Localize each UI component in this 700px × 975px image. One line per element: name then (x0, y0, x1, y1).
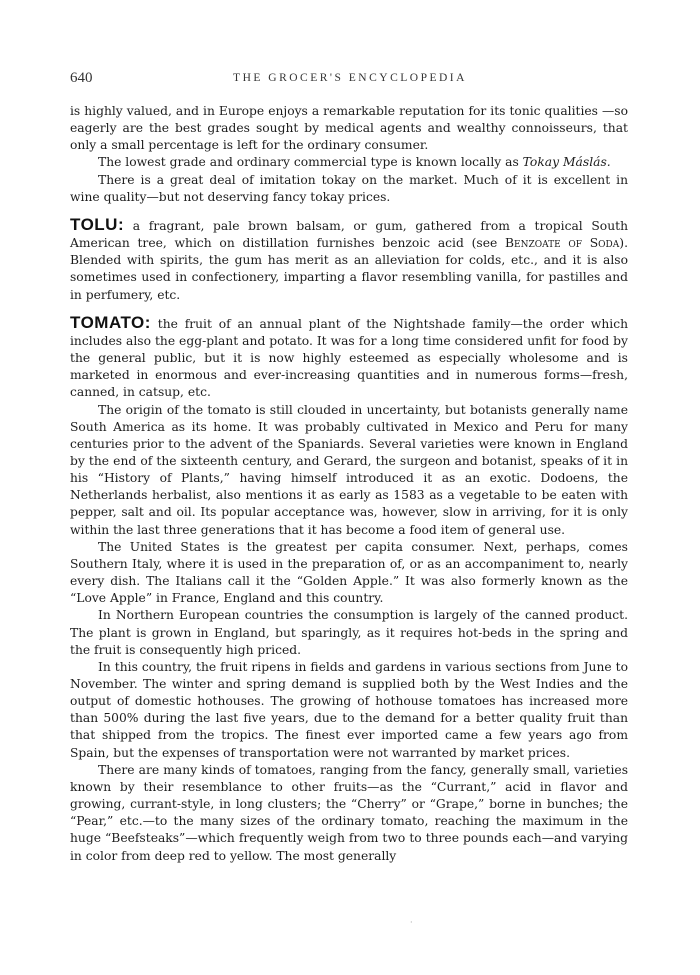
tokay-grade-paragraph (70, 154, 628, 171)
running-title: THE GROCER'S ENCYCLOPEDIA (233, 72, 467, 84)
body-text (70, 103, 628, 865)
page-header (70, 70, 630, 92)
tomato-entry (70, 314, 628, 402)
tolu-entry (70, 216, 628, 304)
tokay-grade-text: The lowest grade and ordinary commercial type is known locally as (98, 155, 523, 170)
tokay-imitation-paragraph: There is a great deal of imitation tokay on the market. Much of it is excellent in wine quality—but not deserving fancy tokay prices. (70, 172, 628, 204)
tomato-definition: the fruit of an annual plant of the Nightshade family—the order which includes also the egg-plant and potato. It was for a long time considered unfit for food by the general public, but it is now highly esteemed as especially wholesome and is marketed in enormous and ever-increasing quantities and in numerous forms—fresh, canned, in catsup, etc. (70, 316, 628, 400)
tolu-text-a: a fragrant, pale brown balsam, or gum, gathered from a tropical South American tree, which on distillation furnishes benzoic acid (see (70, 218, 628, 251)
tomato-origin-paragraph: The origin of the tomato is still clouded in uncertainty, but botanists generally name South America as its home. It was probably cultivated in Mexico and Peru for many centuries prior to the advent of the Spaniards. Several varieties were known in England by the end of the sixteenth century, and Gerard, the surgeon and botanist, speaks of it in his “History of Plants,” having himself introduced it as an exotic. Dodoens, the Netherlands herbalist, also mentions it as early as 1583 as a vegetable to be eaten with pepper, salt and oil. Its popular acceptance was, however, slow in arriving, for it is only within the last three generations that it has become a food item of general use. (70, 402, 628, 537)
tolu-headword: TOLU: (70, 214, 125, 234)
tomato-europe-paragraph: In Northern European countries the consumption is largely of the canned product. The plant is grown in England, but sparingly, as it requires hot-beds in the spring and the fruit is consequently high priced. (70, 608, 628, 657)
tomato-season-paragraph: In this country, the fruit ripens in fields and gardens in various sections from June to November. The winter and spring demand is supplied both by the West Indies and the output of domestic hothouses. The growing of hothouse tomatoes has increased more than 500% during the last five years, due to the demand for a better quality fruit than that shipped from the tropics. The finest ever imported came a few years ago from Spain, but the expenses of transportation were not warranted by market prices. (70, 659, 628, 760)
tolu-text-b: ). Blended with spirits, the gum has merit as an alleviation for colds, etc., and it is also sometimes used in confectionery, imparting a flavor resembling vanilla, for pastilles and in perfumery, etc. (70, 236, 628, 302)
tokay-local-name: Tokay Máslás. (522, 155, 611, 170)
scan-speck: · (410, 918, 413, 927)
tokay-continuation-paragraph: is highly valued, and in Europe enjoys a remarkable reputation for its tonic qualities —so eagerly are the best grades sought by medical agents and wealthy connoisseurs, that only a small percentage is left for the ordinary consumer. (70, 104, 628, 153)
page-number: 640 (70, 70, 93, 86)
tomato-consumption-paragraph: The United States is the greatest per capita consumer. Next, perhaps, comes Southern Italy, where it is used in the preparation of, or as an accompaniment to, nearly every dish. The Italians call it the “Golden Apple.” It was also formerly known as the “Love Apple” in France, England and this country. (70, 539, 628, 606)
tolu-cross-reference: Benzoate of Soda (504, 236, 620, 251)
tomato-varieties-paragraph: There are many kinds of tomatoes, ranging from the fancy, generally small, varieties known by their resemblance to other fruits—as the “Currant,” acid in flavor and growing, currant-style, in long clusters; the “Cherry” or “Grape,” borne in bunches; the “Pear,” etc.—to the many sizes of the ordinary tomato, reaching the maximum in the huge “Beefsteaks”—which frequently weigh from two to three pounds each—and varying in color from deep red to yellow. The most generally (70, 762, 628, 863)
tomato-headword: TOMATO: (70, 312, 151, 332)
